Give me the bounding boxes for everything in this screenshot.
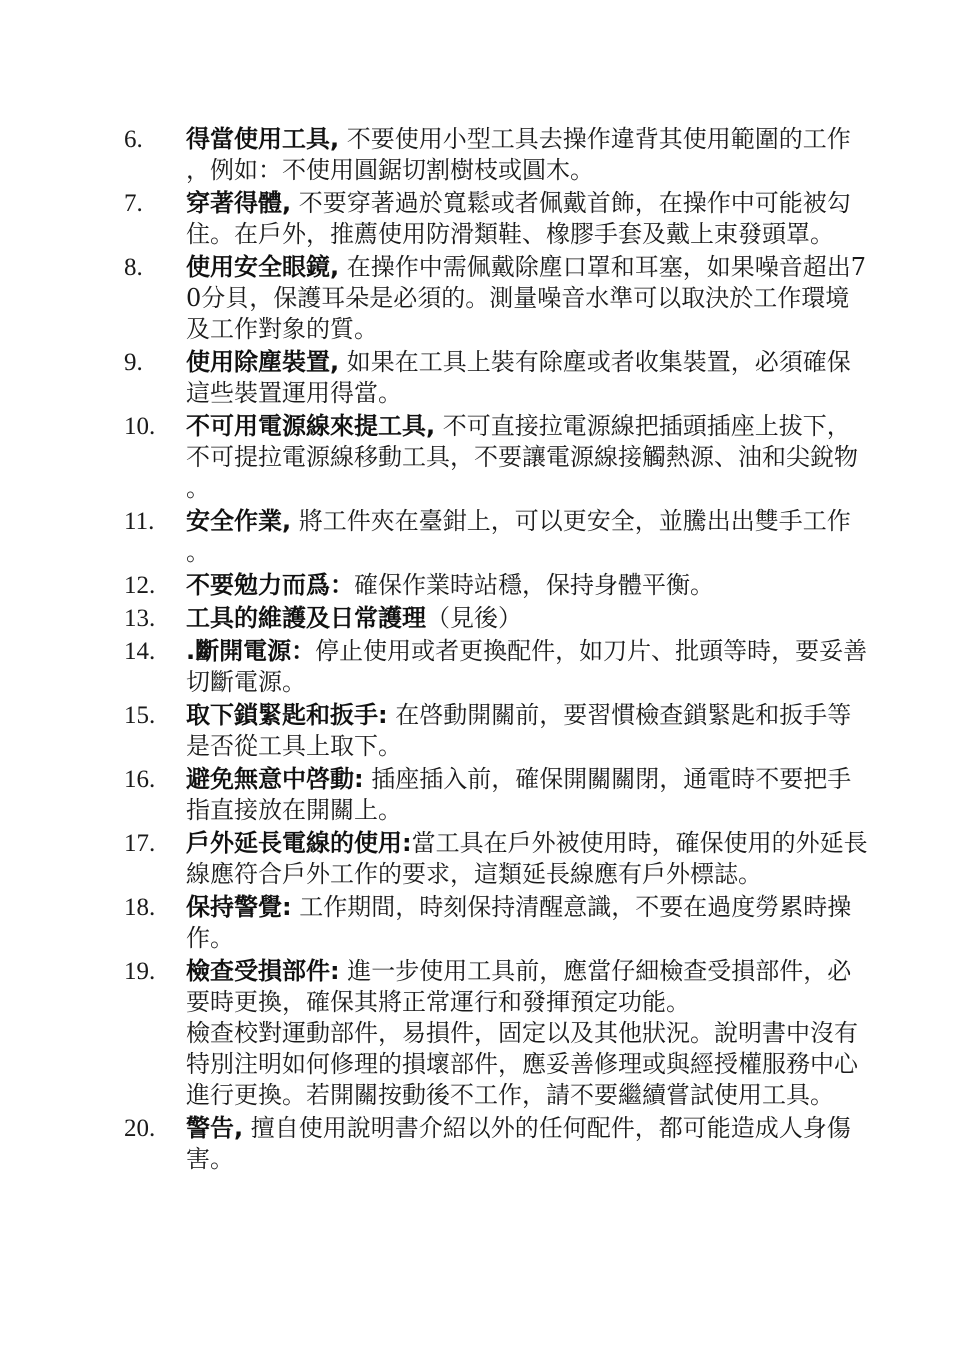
item-title: 得當使用工具, (186, 125, 340, 153)
list-item (124, 188, 868, 250)
list-item (124, 252, 868, 345)
item-number: 15. (124, 702, 156, 729)
item-number: 11. (124, 508, 155, 535)
item-title: 取下鎖緊匙和扳手: (186, 701, 388, 729)
item-title: .斷開電源： (186, 637, 316, 665)
item-number: 20. (124, 1115, 156, 1142)
item-text (186, 570, 868, 601)
item-body: 當工具在戶外被使用時，確保使用的外延長線應符合戶外工作的要求，這類延長線應有戶外標誌。 (186, 829, 868, 888)
list-item (124, 603, 868, 634)
list-item (124, 828, 868, 890)
item-number: 10. (124, 413, 156, 440)
item-title: 使用安全眼鏡, (186, 253, 340, 281)
item-extra-paragraph: 檢查校對運動部件，易損件，固定以及其他狀況。說明書中沒有特別注明如何修理的損壞部件，應妥善修理或與經授權服務中心進行更換。若開關按動後不工作，請不要繼續嘗試使用工具。 (186, 1019, 858, 1109)
item-text (186, 252, 868, 345)
item-text (186, 956, 868, 1111)
safety-instructions-list (124, 124, 868, 1177)
list-item (124, 124, 868, 186)
item-title: 避免無意中啓動: (186, 765, 364, 793)
item-text (186, 124, 868, 186)
item-text (186, 506, 868, 568)
list-item (124, 636, 868, 698)
list-item (124, 506, 868, 568)
item-text (186, 892, 868, 954)
item-body: （見後） (426, 604, 522, 632)
item-body: 如果在工具上裝有除塵或者收集裝置，必須確保這些裝置運用得當。 (186, 348, 851, 407)
item-number: 17. (124, 830, 156, 857)
item-number: 6. (124, 126, 143, 153)
item-title: 保持警覺: (186, 893, 292, 921)
item-body: 將工件夾在臺鉗上，可以更安全，並騰出出雙手工作。 (186, 507, 851, 566)
item-body: 在啓動開關前，要習慣檢查鎖緊匙和扳手等是否從工具上取下。 (186, 701, 852, 760)
item-title: 戶外延長電線的使用: (186, 829, 412, 857)
item-text (186, 636, 868, 698)
item-number: 19. (124, 958, 156, 985)
item-number: 13. (124, 605, 156, 632)
item-number: 9. (124, 349, 143, 376)
item-text (186, 411, 868, 504)
list-item (124, 764, 868, 826)
item-body: 在操作中需佩戴除塵口罩和耳塞，如果噪音超出70分貝，保護耳朵是必須的。測量噪音水準可以取決於工作環境及工作對象的質。 (186, 253, 867, 343)
list-item (124, 411, 868, 504)
item-title: 安全作業, (186, 507, 292, 535)
item-text (186, 764, 868, 826)
item-body: 插座插入前，確保開關關閉，通電時不要把手指直接放在開關上。 (186, 765, 852, 824)
item-body: 工作期間，時刻保持清醒意識，不要在過度勞累時操作。 (186, 893, 852, 952)
list-item (124, 956, 868, 1111)
list-item (124, 1113, 868, 1175)
item-text (186, 188, 868, 250)
item-number: 12. (124, 572, 156, 599)
item-title: 警告, (186, 1114, 244, 1142)
item-body: 不可直接拉電源線把插頭插座上拔下，不可提拉電源線移動工具，不要讓電源線接觸熱源、油和尖銳物。 (186, 412, 858, 502)
list-item (124, 570, 868, 601)
item-text (186, 700, 868, 762)
item-body: 不要使用小型工具去操作違背其使用範圍的工作，例如：不使用圓鋸切割樹枝或圓木。 (186, 125, 851, 184)
list-item (124, 347, 868, 409)
item-text (186, 603, 868, 634)
item-text (186, 828, 868, 890)
item-text (186, 347, 868, 409)
item-body: 擅自使用說明書介紹以外的任何配件，都可能造成人身傷害。 (186, 1114, 851, 1173)
list-item (124, 700, 868, 762)
item-number: 18. (124, 894, 156, 921)
item-title: 使用除塵裝置, (186, 348, 340, 376)
item-number: 16. (124, 766, 156, 793)
item-body: 進一步使用工具前，應當仔細檢查受損部件，必要時更換，確保其將正常運行和發揮預定功能。 (186, 957, 852, 1016)
item-title: 穿著得體, (186, 189, 292, 217)
item-title: 不可用電源線來提工具, (186, 412, 436, 440)
item-title: 檢查受損部件: (186, 957, 340, 985)
item-body: 停止使用或者更換配件，如刀片、批頭等時，要妥善切斷電源。 (186, 637, 868, 696)
item-number: 7. (124, 190, 143, 217)
item-body: 確保作業時站穩，保持身體平衡。 (354, 571, 714, 599)
item-text (186, 1113, 868, 1175)
item-title: 工具的維護及日常護理 (186, 604, 426, 632)
item-number: 14. (124, 638, 156, 665)
item-body: 不要穿著過於寬鬆或者佩戴首飾，在操作中可能被勾住。在戶外，推薦使用防滑類鞋、橡膠手套及戴上束發頭罩。 (186, 189, 851, 248)
item-title: 不要勉力而爲： (186, 571, 354, 599)
list-item (124, 892, 868, 954)
item-number: 8. (124, 254, 143, 281)
